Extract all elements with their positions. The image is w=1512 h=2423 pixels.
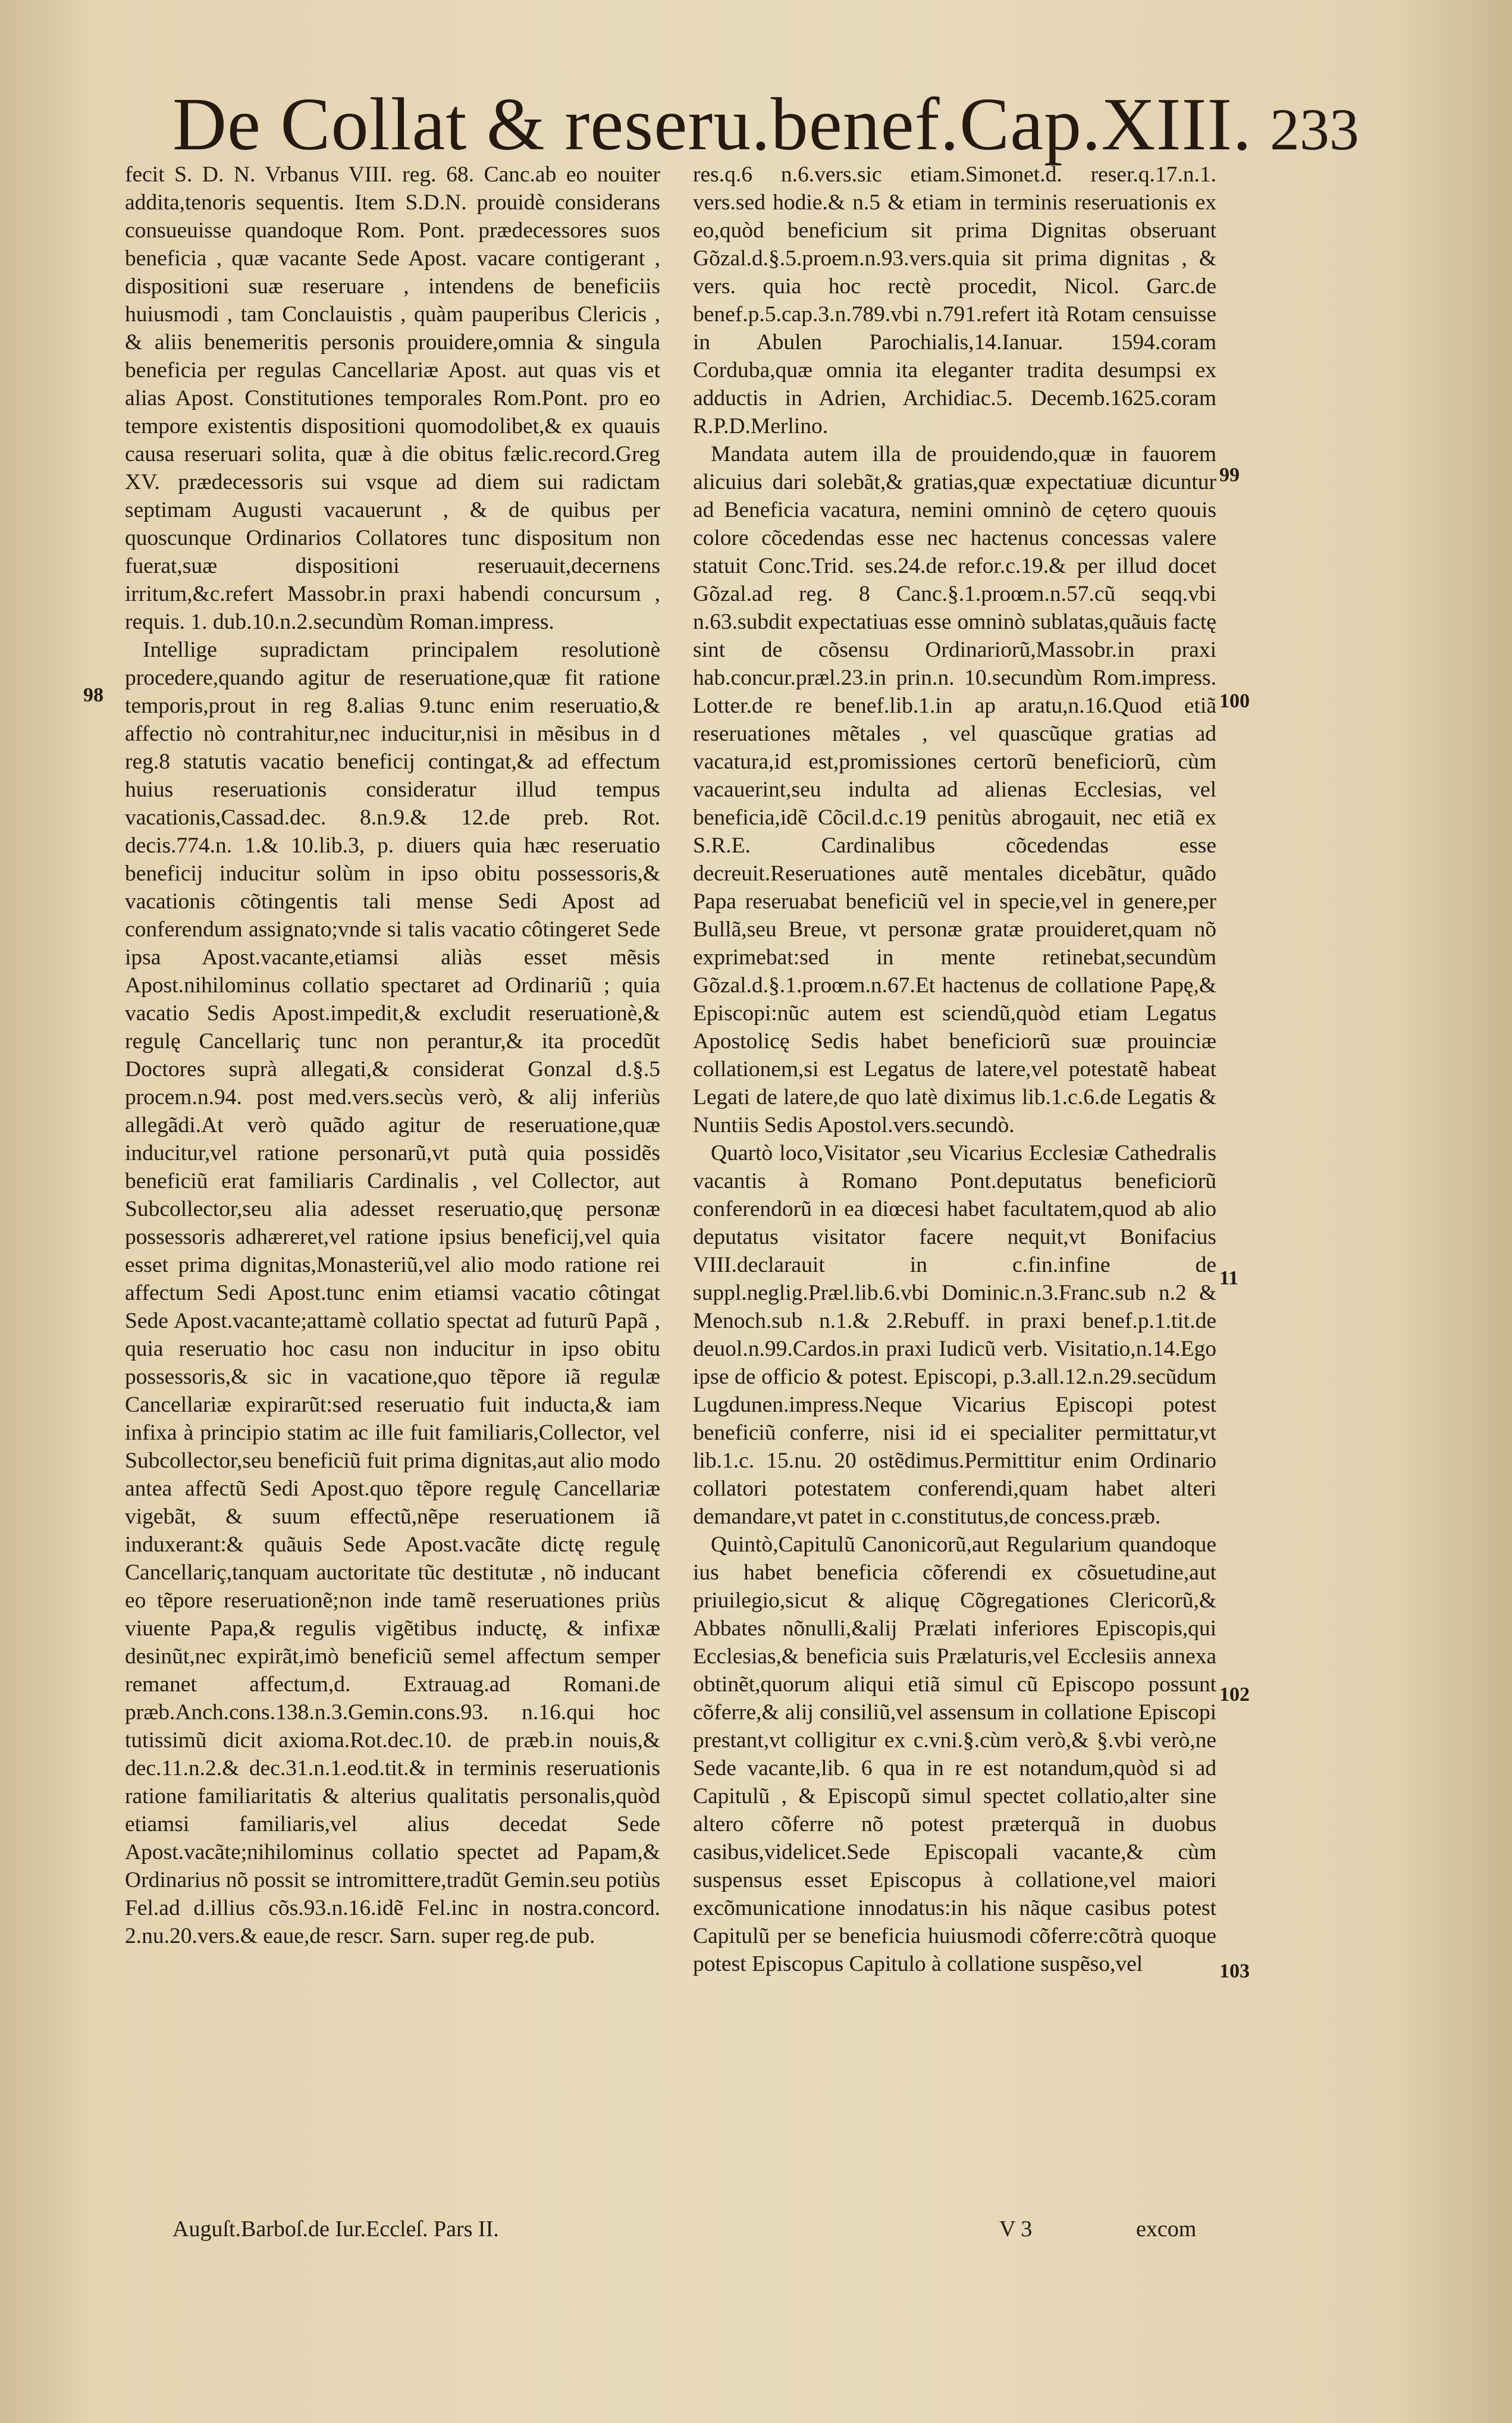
margin-number-98: 98 (83, 684, 103, 706)
margin-number-102: 102 (1219, 1684, 1250, 1706)
running-header (172, 80, 1359, 170)
left-paragraph-2: Intellige supradictam principalem resolutionè procedere,quando agitur de reseruatione,quæ fit ratione temporis,prout in reg 8.alias 9.tunc enim reseruatio,& affectio nò contrahitur,nec inducitur,nisi in mẽsibus in d reg.8 statutis vacatio beneficij contingat,& ad effectum huius reseruationis consideratur illud tempus vacationis,Cassad.dec. 8.n.9.& 12.de preb. Rot. decis.774.n. 1.& 10.lib.3, p. diuers quia hæc reseruatio beneficij inducitur solùm in ipso obitu possessoris,& vacationis cõtingentis tali mense Sedi Apost ad conferendum assignato;vnde si talis vacatio côtingeret Sede ipsa Apost.vacante,etiamsi aliàs esset mẽsis Apost.nihilominus collatio spectaret ad Ordinariũ ; quia vacatio Sedis Apost.impedit,& excludit reseruationè,& regulę Cancellariç tunc non perantur,& ita procedũt Doctores suprà allegati,& considerat Gonzal d.§.5 procem.n.94. post med.vers.secùs verò, & alij inferiùs allegãdi.At verò quãdo agitur de reseruatione,quæ inducitur,vel ratione personarũ,vt putà quia possidẽs beneficiũ erat familiaris Cardinalis , vel Collector, aut Subcollector,seu alia adesset reseruatio,quę personæ possessoris adhæreret,vel ratione ipsius beneficij,vel quia esset prima dignitas,Monasteriũ,vel alio modo ratione rei affectum Sedi Apost.tunc enim etiamsi vacatio côtingat Sede Apost.vacante;attamè collatio spectat ad futurũ Papã , quia reseruatio hoc casu non inducitur in ipso obitu possessoris,& sic in vacatione,quo tẽpore iã regulæ Cancellariæ expirarũt:sed reseruatio fuit inducta,& iam infixa à principio statim ac ille fuit familiaris,Collector, vel Subcollector,seu beneficiũ fuit prima dignitas,aut alio modo antea affectũ Sedi Apost.quo tẽpore regulę Cancellariæ vigebãt, & suum effectũ,nẽpe reseruationem iã induxerant:& quãuis Sede Apost.vacãte dictę regulę Cancellariç,tanquam auctoritate tũc destitutæ , nõ inducant eo tẽpore reseruationẽ;non inde tamẽ reseruationes priùs viuente Papa,& regulis vigẽtibus inductę, & infixæ desinũt,nec expirãt,imò beneficiũ semel affectum semper remanet affectum,d. Extrauag.ad Romani.de præb.Anch.cons.138.n.3.Gemin.cons.93. n.16.qui hoc tutissimũ dicit axioma.Rot.dec.10. de præb.in nouis,& dec.11.n.2.& dec.31.n.1.eod.tit.& in terminis reseruationis ratione familiaritatis & alterius qualitatis personalis,quòd etiamsi familiaris,vel alius decedat Sede Apost.vacãte;nihilominus collatio spectet ad Papam,& Ordinarius nõ possit se intromittere,tradũt Gemin.seu potiùs Fel.ad d.illius cõs.93.n.16.idẽ Fel.inc in nostra.concord. 2.nu.20.vers.& eaue,de rescr. Sarn. super reg.de pub. (125, 638, 660, 1948)
page-title: De Collat & reseru.benef.Cap.XIII. (172, 83, 1252, 166)
margin-number-103: 103 (1219, 1960, 1250, 1982)
right-column (693, 161, 1216, 2243)
right-paragraph-2: Mandata autem illa de prouidendo,quæ in fauorem alicuius dari solebãt,& gratias,quæ expectatiuæ dicuntur ad Beneficia vacatura, nemini omninò de cętero quouis colore cõcedendas esse nec hactenus concessas valere statuit Conc.Trid. ses.24.de refor.c.19.& per illud docet Gõzal.ad reg. 8 Canc.§.1.proœm.n.57.cũ seqq.vbi n.63.subdit expectatiuas esse omninò sublatas,quãuis factę sint de cõsensu Ordinariorũ,Massobr.in praxi hab.concur.præl.23.in prin.n. 10.secundùm Rom.impress. Lotter.de re benef.lib.1.in ap aratu,n.16.Quod etiã reseruationes mẽtales , vel quascũque gratias ad vacatura,id est,promissiones certorũ beneficiorũ, cùm vacauerint,seu indulta ad alienas Ecclesias, vel beneficia,idẽ Cõcil.d.c.19 penitùs abrogauit, nec etiã ex S.R.E. Cardinalibus cõcedendas esse decreuit.Reseruationes autẽ mentales dicebãtur, quãdo Papa reseruabat beneficiũ vel in specie,vel in genere,per Bullã,seu Breue, vt personæ gratæ prouideret,quam nõ exprimebat:sed in mente retinebat,secundùm Gõzal.d.§.1.proœm.n.67.Et hactenus de collatione Papę,& Episcopi:nũc autem est sciendũ,quòd etiam Legatus Apostolicę Sedis habet beneficiorũ suæ prouinciæ collationem,si est Legatus de latere,vel potestatẽ habeat Legati de latere,de quo latè diximus lib.1.c.6.de Legatis & Nuntiis Sedis Apostol.vers.secundò. (693, 442, 1216, 1137)
margin-number-100: 100 (1219, 690, 1250, 712)
left-column (125, 161, 660, 2243)
footer-signature: V 3 (999, 2217, 1033, 2242)
right-paragraph-4: Quintò,Capitulũ Canonicorũ,aut Regularium quandoque ius habet beneficia cõferendi ex cõsuetudine,aut priuilegio,sicut & aliquę Cõgregationes Clericorũ,& Abbates nõnulli,&alij Prælati inferiores Episcopis,qui Ecclesias,& beneficia suis Prælaturis,vel Ecclesiis annexa obtinẽt,quorum aliqui etiã simul cũ Episcopo possunt cõferre,& alij consiliũ,vel assensum in collatione Episcopi prestant,vt colligitur ex c.vni.§.cùm verò,& §.vbi verò,ne Sede vacante,lib. 6 qua in re est notandum,quòd si ad Capitulũ , & Episcopũ simul spectet collatio,alter sine altero cõferre nõ potest præterquã in duobus casibus,videlicet.Sede Episcopali vacante,& cùm suspensus esset Episcopus à collatione,vel maiori excõmunicatione innodatus:in his nãque casibus potest Capitulũ per se beneficia huiusmodi cõferre:cõtrà quoque potest Episcopus Capitulo à collatione suspẽso,vel (693, 1532, 1216, 1976)
margin-number-99: 99 (1219, 464, 1240, 486)
right-paragraph-3: Quartò loco,Visitator ,seu Vicarius Ecclesiæ Cathedralis vacantis à Romano Pont.deputatus beneficiorũ conferendorũ in ea diœcesi habet facultatem,quod ab alio deputatus visitator facere nequit,vt Bonifacius VIII.declarauit in c.fin.infine de suppl.neglig.Præl.lib.6.vbi Dominic.n.3.Franc.sub n.2 & Menoch.sub n.1.& 2.Rebuff. in praxi benef.p.1.tit.de deuol.n.99.Cardos.in praxi Iudicũ verb. Visitatio,n.14.Ego ipse de officio & potest. Episcopi, p.3.all.12.n.29.secũdum Lugdunen.impress.Neque Vicarius Episcopi potest beneficiũ conferre, nisi id ei specialiter permittatur,vt lib.1.c. 15.nu. 20 ostẽdimus.Permittitur enim Ordinario collatori potestatem conferendi,quam habet alteri demandare,vt patet in c.constitutus,de concess.præb. (693, 1141, 1216, 1529)
footer-catchword: excom (1136, 2217, 1197, 2242)
right-paragraph-1: res.q.6 n.6.vers.sic etiam.Simonet.d. reser.q.17.n.1. vers.sed hodie.& n.5 & etiam in terminis reseruationis ex eo,quòd beneficium sit prima Dignitas obseruant Gõzal.d.§.5.proem.n.93.vers.quia sit prima dignitas , & vers. quia hoc rectè procedit, Nicol. Garc.de benef.p.5.cap.3.n.789.vbi n.791.refert ità Rotam censuisse in Abulen Parochialis,14.Ianuar. 1594.coram Corduba,quæ omnia ita eleganter tradita desumpsi ex adductis in Adrien, Archidiac.5. Decemb.1625.coram R.P.D.Merlino. (693, 162, 1216, 438)
footer-book-title: Auguſt.Barboſ.de Iur.Eccleſ. Pars II. (172, 2217, 499, 2242)
left-paragraph-1: fecit S. D. N. Vrbanus VIII. reg. 68. Canc.ab eo nouiter addita,tenoris sequentis. Item S.D.N. prouidè considerans consueuisse quandoque Rom. Pont. prædecessores suos beneficia , quæ vacante Sede Apost. vacare contigerant , dispositioni suæ reseruare , intendens de beneficiis huiusmodi , tam Conclauistis , quàm pauperibus Clericis , & aliis benemeritis personis prouidere,omnia & singula beneficia per regulas Cancellariæ Apost. aut quas vis et alias Apost. Constitutiones temporales Rom.Pont. pro eo tempore existentis dispositioni quomodolibet,& ex quauis causa reseruari solita, quæ à die obitus fælic.record.Greg XV. prædecessoris sui vsque ad diem sui radictam septimam Augusti vacauerunt , & de quibus per quoscunque Ordinarios Collatores tunc dispositum non fuerat,suæ dispositioni reseruauit,decernens irritum,&c.refert Massobr.in praxi habendi concursum , requis. 1. dub.10.n.2.secundùm Roman.impress. (125, 162, 660, 634)
page-number: 233 (1269, 96, 1359, 162)
margin-number-101: 11 (1219, 1267, 1239, 1289)
